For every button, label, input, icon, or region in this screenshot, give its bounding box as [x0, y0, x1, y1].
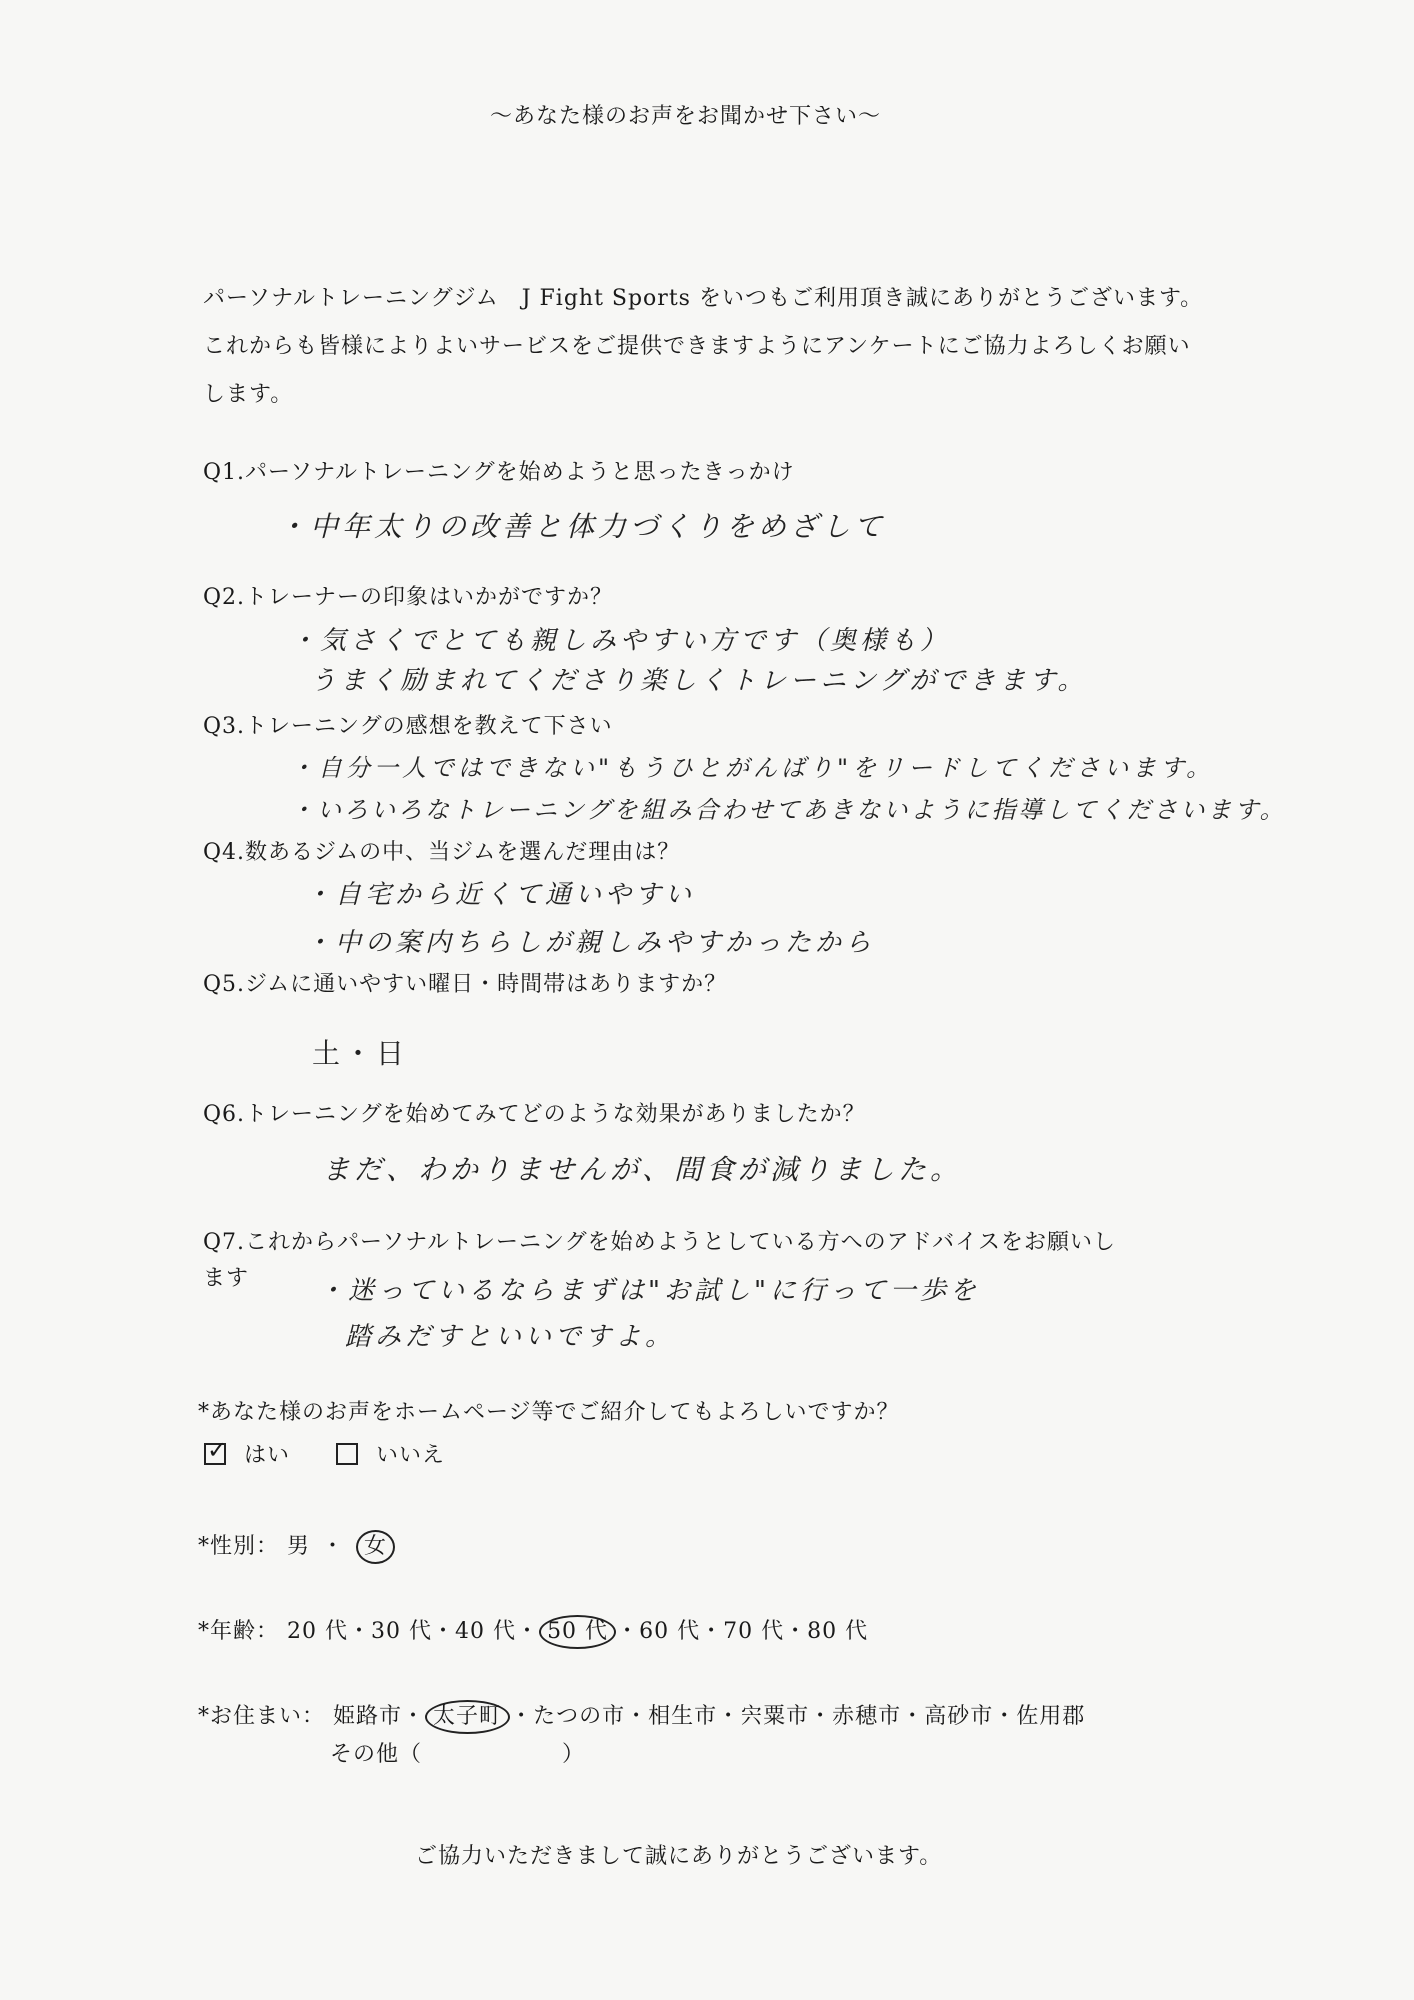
page-title: 〜あなた様のお声をお聞かせ下さい〜	[490, 104, 882, 129]
answer-4-line-2: ・中の案内ちらしが親しみやすかったから	[305, 928, 876, 958]
residence-other-close: ）	[562, 1742, 586, 1767]
answer-2-line-2: うまく励まれてくださり楽しくトレーニングができます。	[310, 666, 1088, 696]
question-3: Q3.トレーニングの感想を教えて下さい	[203, 714, 613, 739]
consent-no-checkbox[interactable]	[336, 1443, 358, 1465]
residence-option[interactable]: 相生市	[648, 1704, 718, 1729]
question-1: Q1.パーソナルトレーニングを始めようと思ったきっかけ	[203, 460, 795, 485]
gender-label: *性別：	[198, 1534, 280, 1559]
age-option[interactable]: 80 代	[807, 1619, 869, 1644]
age-option-selected[interactable]: 50 代	[539, 1615, 616, 1649]
residence-label: *お住まい：	[198, 1704, 326, 1729]
age-row: *年齢： 20 代・30 代・40 代・ 50 代 ・60 代・70 代・80 代	[198, 1615, 868, 1649]
answer-6-line-1: まだ、わかりませんが、間食が減りました。	[322, 1153, 963, 1186]
answer-7-line-2: 踏みだすといいですよ。	[345, 1322, 676, 1352]
age-option[interactable]: 30 代	[371, 1619, 433, 1644]
question-4: Q4.数あるジムの中、当ジムを選んだ理由は？	[203, 840, 681, 865]
answer-1-line-1: ・中年太りの改善と体力づくりをめざして	[278, 510, 887, 543]
consent-no-label: いいえ	[376, 1443, 446, 1468]
gender-option-female[interactable]: 女	[356, 1530, 395, 1564]
age-option[interactable]: 70 代	[723, 1619, 785, 1644]
residence-option[interactable]: たつの市	[533, 1704, 626, 1729]
gender-row	[198, 1530, 395, 1564]
answer-3-line-2: ・いろいろなトレーニングを組み合わせてあきないように指導してくださいます。	[290, 796, 1287, 824]
question-2: Q2.トレーナーの印象はいかがですか？	[203, 585, 614, 610]
check-mark-icon: ✓	[207, 1436, 229, 1464]
age-option[interactable]: 40 代	[455, 1619, 517, 1644]
residence-option[interactable]: 高砂市	[924, 1704, 994, 1729]
consent-question: *あなた様のお声をホームページ等でご紹介してもよろしいですか？	[198, 1400, 900, 1425]
question-5: Q5.ジムに通いやすい曜日・時間帯はありますか？	[203, 972, 728, 997]
residence-other-label: その他（	[330, 1742, 423, 1767]
answer-4-line-1: ・自宅から近くて通いやすい	[305, 880, 696, 910]
residence-option[interactable]: 宍粟市	[740, 1704, 810, 1729]
age-option[interactable]: 20 代	[287, 1619, 349, 1644]
residence-option-selected[interactable]: 太子町	[425, 1700, 510, 1734]
residence-row: *お住まい： 姫路市・ 太子町 ・たつの市・相生市・宍粟市・赤穂市・高砂市・佐用郡	[198, 1700, 1085, 1734]
gender-separator: ・	[321, 1534, 345, 1559]
age-label: *年齢：	[198, 1619, 280, 1644]
question-6: Q6.トレーニングを始めてみてどのような効果がありましたか？	[203, 1102, 866, 1127]
answer-3-line-1: ・自分一人ではできない"もうひとがんばり"をリードしてくださいます。	[290, 754, 1215, 782]
answer-7-line-1: ・迷っているならまずは"お試し"に行って一歩を	[318, 1276, 980, 1306]
gender-option-male[interactable]: 男	[287, 1534, 311, 1559]
intro-text: パーソナルトレーニングジム J Fight Sports をいつもご利用頂き誠にありがとうございます。これからも皆様によりよいサービスをご提供できますようにアンケートにご協力よろしくお願いします。	[203, 286, 1204, 407]
closing-text: ご協力いただきまして誠にありがとうございます。	[415, 1844, 943, 1869]
residence-option[interactable]: 赤穂市	[832, 1704, 902, 1729]
question-7-line-2: ます	[203, 1266, 250, 1291]
question-7-line-1: Q7.これからパーソナルトレーニングを始めようとしている方へのアドバイスをお願いし	[203, 1230, 1116, 1255]
age-option[interactable]: 60 代	[639, 1619, 701, 1644]
residence-option[interactable]: 佐用郡	[1016, 1704, 1086, 1729]
consent-yes-checkbox[interactable]	[204, 1436, 229, 1465]
answer-5-line-1: 土・日	[312, 1037, 409, 1070]
consent-yes-label: はい	[244, 1443, 291, 1468]
answer-2-line-1: ・気さくでとても親しみやすい方です（奥様も）	[290, 626, 951, 656]
consent-options	[204, 1436, 446, 1471]
residence-option[interactable]: 姫路市	[333, 1704, 403, 1729]
residence-other	[330, 1740, 585, 1770]
